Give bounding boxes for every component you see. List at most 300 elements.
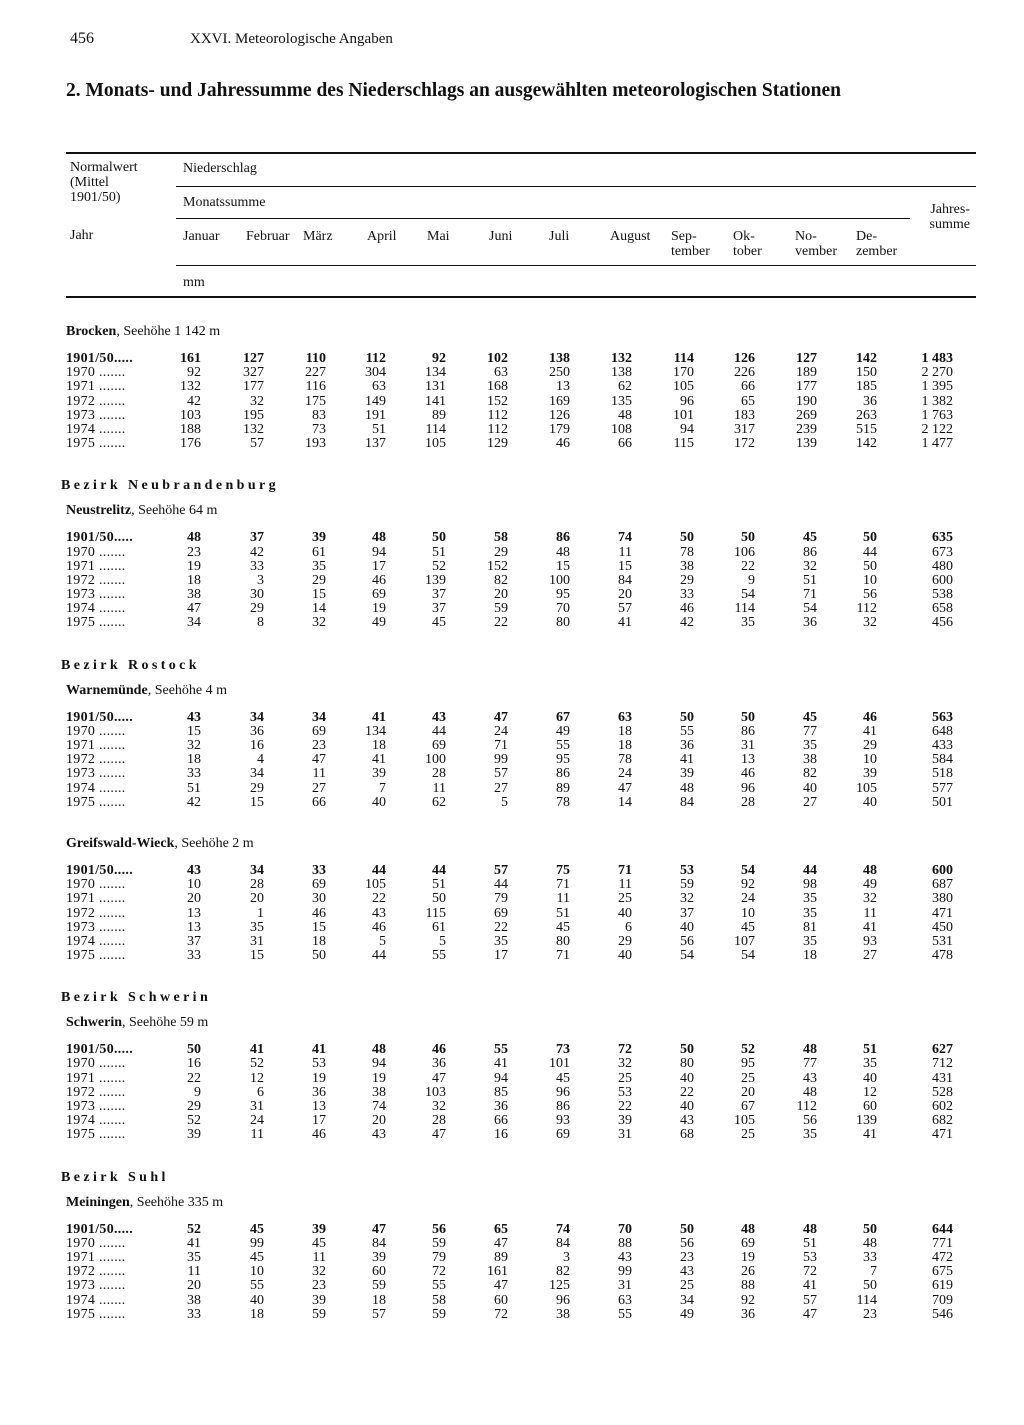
month-cell: 11 (556, 891, 570, 907)
month-cell: 54 (741, 948, 755, 964)
month-cell: 126 (734, 351, 755, 366)
month-cell: 59 (312, 1306, 326, 1322)
month-cell: 94 (372, 544, 386, 560)
month-cell: 14 (312, 601, 326, 617)
month-cell: 19 (372, 601, 386, 617)
month-cell: 40 (803, 780, 817, 796)
month-cell: 149 (365, 393, 386, 409)
month-cell: 250 (549, 365, 570, 381)
station-block (0, 320, 1024, 451)
month-cell: 78 (680, 544, 694, 560)
month-cell: 46 (741, 766, 755, 782)
month-cell: 22 (680, 1084, 694, 1100)
month-cell: 101 (549, 1056, 570, 1072)
station-name (0, 832, 1024, 858)
month-cell: 66 (741, 379, 755, 395)
month-cell: 23 (312, 1278, 326, 1294)
month-cell: 99 (250, 1235, 264, 1251)
month-cell: 38 (803, 752, 817, 768)
month-cell: 46 (312, 905, 326, 921)
month-cell: 42 (680, 615, 694, 631)
month-cell: 59 (494, 601, 508, 617)
month-cell: 20 (250, 891, 264, 907)
month-cell: 35 (803, 738, 817, 753)
month-cell: 84 (680, 794, 694, 810)
month-cell: 39 (680, 766, 694, 782)
month-cell: 9 (194, 1084, 201, 1100)
station-label: Greifswald-Wieck (66, 835, 175, 851)
month-cell: 16 (187, 1056, 201, 1072)
month-cell: 82 (556, 1264, 570, 1280)
row-label: 1971 ....... (66, 379, 126, 395)
month-cell: 63 (372, 379, 386, 395)
month-cell: 63 (618, 1292, 632, 1308)
month-cell: 96 (556, 1084, 570, 1100)
month-cell: 14 (618, 794, 632, 810)
month-cell: 132 (243, 421, 264, 437)
station-altitude: , Seehöhe 4 m (147, 682, 228, 698)
month-cell: 88 (741, 1278, 755, 1294)
month-cell: 112 (796, 1099, 817, 1114)
month-cell: 38 (372, 1084, 386, 1100)
month-cell: 195 (243, 407, 264, 423)
month-cell: 179 (549, 421, 570, 437)
month-cell: 17 (494, 948, 508, 964)
month-cell: 86 (741, 723, 755, 739)
month-cell: 77 (803, 723, 817, 739)
rule-niederschlag (176, 186, 976, 187)
row-label: 1975 ....... (66, 436, 126, 452)
month-cell: 152 (487, 558, 508, 574)
month-cell: 33 (187, 1306, 201, 1322)
annual-sum-cell: 673 (932, 544, 953, 560)
month-cell: 51 (556, 905, 570, 921)
month-cell: 18 (803, 948, 817, 964)
month-cell: 44 (372, 948, 386, 964)
table-row (0, 782, 1024, 796)
month-cell: 93 (863, 933, 877, 949)
month-cell: 50 (312, 948, 326, 964)
month-cell: 54 (741, 862, 755, 878)
row-label: 1974 ....... (66, 421, 126, 437)
month-cell: 38 (187, 1292, 201, 1308)
table-row (0, 1100, 1024, 1114)
annual-sum-cell: 528 (932, 1084, 953, 1100)
station-label: Schwerin (66, 1015, 122, 1031)
month-cell: 58 (494, 530, 508, 546)
month-cell: 78 (618, 752, 632, 768)
month-cell: 69 (312, 723, 326, 739)
month-cell: 32 (803, 558, 817, 574)
month-cell: 40 (680, 1099, 694, 1114)
month-cell: 112 (856, 601, 877, 617)
month-cell: 49 (863, 877, 877, 893)
annual-sum-cell: 709 (932, 1292, 953, 1308)
month-cell: 57 (372, 1306, 386, 1322)
month-cell: 41 (494, 1056, 508, 1072)
annual-sum-cell: 471 (932, 905, 953, 921)
month-cell: 67 (556, 709, 570, 725)
section-title: XXVI. Meteorologische Angaben (190, 31, 393, 47)
month-cell: 18 (618, 723, 632, 739)
table-row (0, 1072, 1024, 1086)
month-cell: 69 (432, 738, 446, 753)
month-cell: 12 (863, 1084, 877, 1100)
month-cell: 134 (365, 723, 386, 739)
month-cell: 105 (856, 780, 877, 796)
month-header (671, 229, 710, 259)
month-cell: 15 (618, 558, 632, 574)
month-cell: 46 (556, 436, 570, 452)
station-name (0, 1011, 1024, 1037)
month-cell: 74 (372, 1099, 386, 1114)
month-cell: 10 (187, 877, 201, 893)
month-cell: 108 (611, 421, 632, 437)
month-cell: 5 (501, 794, 508, 810)
month-cell: 43 (680, 1113, 694, 1129)
month-cell: 47 (372, 1221, 386, 1237)
month-cell: 41 (372, 752, 386, 768)
annual-sum-cell: 635 (932, 530, 953, 546)
month-cell: 96 (680, 393, 694, 409)
month-cell: 31 (618, 1278, 632, 1294)
month-cell: 18 (250, 1306, 264, 1322)
month-cell: 51 (863, 1042, 877, 1058)
month-header-line: vember (795, 244, 837, 259)
table-row (0, 1128, 1024, 1142)
month-cell: 15 (312, 587, 326, 603)
table-row (0, 1265, 1024, 1279)
month-cell: 327 (243, 365, 264, 381)
row-label: 1971 ....... (66, 1070, 126, 1086)
table-row (0, 753, 1024, 767)
table-row (0, 907, 1024, 921)
month-cell: 131 (425, 379, 446, 395)
month-cell: 185 (856, 379, 877, 395)
row-label: 1973 ....... (66, 766, 126, 782)
jahr-label: Jahr (70, 228, 94, 243)
table-row (0, 423, 1024, 437)
annual-sum-cell: 380 (932, 891, 953, 907)
month-cell: 226 (734, 365, 755, 381)
annual-sum-cell: 600 (932, 862, 953, 878)
month-cell: 10 (741, 905, 755, 921)
month-cell: 45 (432, 615, 446, 631)
month-cell: 48 (372, 530, 386, 546)
month-cell: 37 (250, 530, 264, 546)
month-cell: 47 (187, 601, 201, 617)
month-cell: 161 (180, 351, 201, 366)
table-row (0, 1251, 1024, 1265)
month-cell: 35 (803, 933, 817, 949)
month-cell: 115 (425, 905, 446, 921)
month-cell: 81 (803, 919, 817, 935)
month-cell: 25 (741, 1070, 755, 1086)
table-row (0, 767, 1024, 781)
month-cell: 35 (863, 1056, 877, 1072)
month-cell: 88 (618, 1235, 632, 1251)
month-cell: 9 (748, 572, 755, 588)
row-label: 1901/50..... (66, 1221, 133, 1237)
month-cell: 47 (312, 752, 326, 768)
month-cell: 39 (372, 766, 386, 782)
annual-sum-cell: 658 (932, 601, 953, 617)
month-cell: 13 (187, 919, 201, 935)
month-header (856, 229, 897, 259)
month-cell: 83 (312, 407, 326, 423)
month-cell: 80 (680, 1056, 694, 1072)
month-cell: 48 (680, 780, 694, 796)
month-cell: 150 (856, 365, 877, 381)
month-cell: 25 (741, 1127, 755, 1143)
month-header (549, 229, 569, 244)
month-cell: 112 (487, 407, 508, 423)
month-cell: 141 (425, 393, 446, 409)
month-cell: 41 (187, 1235, 201, 1251)
month-cell: 45 (803, 530, 817, 546)
month-cell: 51 (803, 572, 817, 588)
month-cell: 55 (250, 1278, 264, 1294)
month-cell: 116 (305, 379, 326, 395)
month-cell: 41 (372, 709, 386, 725)
month-cell: 35 (494, 933, 508, 949)
month-cell: 112 (487, 421, 508, 437)
month-cell: 45 (250, 1249, 264, 1265)
month-cell: 24 (618, 766, 632, 782)
month-cell: 59 (372, 1278, 386, 1294)
table-row (0, 1237, 1024, 1251)
row-label: 1970 ....... (66, 1056, 126, 1072)
station-name (0, 499, 1024, 525)
month-cell: 20 (494, 587, 508, 603)
row-label: 1973 ....... (66, 919, 126, 935)
month-cell: 40 (680, 1070, 694, 1086)
annual-sum-cell: 2 270 (921, 365, 953, 381)
annual-sum-cell: 675 (932, 1264, 953, 1280)
month-cell: 45 (312, 1235, 326, 1251)
month-header-line: Ok- (733, 229, 755, 244)
month-cell: 33 (312, 862, 326, 878)
month-cell: 515 (856, 421, 877, 437)
month-cell: 7 (870, 1264, 877, 1280)
month-cell: 70 (556, 601, 570, 617)
row-label: 1970 ....... (66, 544, 126, 560)
month-cell: 27 (803, 794, 817, 810)
annual-sum-cell: 712 (932, 1056, 953, 1072)
month-cell: 172 (734, 436, 755, 452)
month-cell: 105 (673, 379, 694, 395)
row-label: 1972 ....... (66, 752, 126, 768)
month-cell: 51 (372, 421, 386, 437)
month-cell: 20 (187, 891, 201, 907)
district-name: Bezirk Schwerin (61, 990, 212, 1006)
month-cell: 50 (680, 530, 694, 546)
month-cell: 41 (863, 919, 877, 935)
month-cell: 36 (863, 393, 877, 409)
month-cell: 48 (187, 530, 201, 546)
month-cell: 20 (741, 1084, 755, 1100)
month-cell: 18 (618, 738, 632, 753)
month-cell: 138 (611, 365, 632, 381)
month-cell: 129 (487, 436, 508, 452)
table-row (0, 395, 1024, 409)
month-cell: 176 (180, 436, 201, 452)
row-label: 1971 ....... (66, 738, 126, 753)
month-cell: 55 (680, 723, 694, 739)
month-cell: 62 (618, 379, 632, 395)
month-cell: 69 (494, 905, 508, 921)
table-row (0, 602, 1024, 616)
month-cell: 60 (494, 1292, 508, 1308)
month-cell: 36 (312, 1084, 326, 1100)
month-cell: 27 (312, 780, 326, 796)
month-cell: 18 (312, 933, 326, 949)
month-cell: 48 (803, 1221, 817, 1237)
month-cell: 7 (379, 780, 386, 796)
month-cell: 170 (673, 365, 694, 381)
month-cell: 35 (803, 891, 817, 907)
month-cell: 10 (250, 1264, 264, 1280)
month-cell: 86 (556, 766, 570, 782)
month-cell: 69 (312, 877, 326, 893)
month-cell: 114 (425, 421, 446, 437)
month-cell: 15 (312, 919, 326, 935)
table-row (0, 711, 1024, 725)
month-cell: 31 (250, 933, 264, 949)
month-cell: 58 (432, 1292, 446, 1308)
annual-sum-cell: 1 483 (921, 351, 953, 366)
month-cell: 84 (618, 572, 632, 588)
month-cell: 41 (803, 1278, 817, 1294)
month-cell: 15 (556, 558, 570, 574)
row-label: 1901/50..... (66, 351, 133, 366)
month-cell: 13 (187, 905, 201, 921)
month-cell: 239 (796, 421, 817, 437)
row-label: 1901/50..... (66, 709, 133, 725)
month-cell: 29 (618, 933, 632, 949)
month-cell: 50 (432, 530, 446, 546)
month-cell: 48 (803, 1042, 817, 1058)
month-cell: 44 (863, 544, 877, 560)
month-header (610, 229, 650, 244)
month-cell: 135 (611, 393, 632, 409)
month-cell: 50 (741, 709, 755, 725)
month-cell: 53 (803, 1249, 817, 1265)
month-cell: 138 (549, 351, 570, 366)
row-label: 1970 ....... (66, 877, 126, 893)
month-header (489, 229, 512, 244)
month-cell: 44 (803, 862, 817, 878)
month-cell: 23 (312, 738, 326, 753)
month-cell: 12 (250, 1070, 264, 1086)
month-cell: 11 (863, 905, 877, 921)
month-header-line: Mai (427, 229, 450, 244)
month-cell: 59 (680, 877, 694, 893)
month-cell: 43 (372, 905, 386, 921)
month-cell: 39 (312, 530, 326, 546)
row-label: 1975 ....... (66, 794, 126, 810)
table-row (0, 380, 1024, 394)
month-cell: 74 (618, 530, 632, 546)
annual-sum-cell: 478 (932, 948, 953, 964)
month-cell: 44 (372, 862, 386, 878)
table-row (0, 352, 1024, 366)
month-header (303, 229, 333, 244)
month-cell: 78 (556, 794, 570, 810)
month-cell: 24 (741, 891, 755, 907)
table-row (0, 560, 1024, 574)
month-header-line: April (367, 229, 397, 244)
month-cell: 188 (180, 421, 201, 437)
month-cell: 55 (556, 738, 570, 753)
month-cell: 60 (863, 1099, 877, 1114)
month-cell: 50 (863, 1221, 877, 1237)
row-label: 1972 ....... (66, 905, 126, 921)
month-cell: 142 (856, 351, 877, 366)
month-cell: 45 (556, 919, 570, 935)
row-label: 1974 ....... (66, 601, 126, 617)
month-cell: 71 (618, 862, 632, 878)
month-cell: 40 (863, 794, 877, 810)
rule-bottom (66, 296, 976, 298)
annual-sum-cell: 471 (932, 1127, 953, 1143)
row-label: 1901/50..... (66, 862, 133, 878)
month-cell: 31 (250, 1099, 264, 1114)
row-label: 1971 ....... (66, 891, 126, 907)
normalwert-line-2: (Mittel (70, 175, 109, 190)
month-cell: 80 (556, 933, 570, 949)
page-number: 456 (70, 30, 94, 47)
month-cell: 84 (556, 1235, 570, 1251)
month-cell: 10 (863, 572, 877, 588)
month-cell: 38 (680, 558, 694, 574)
month-cell: 32 (187, 738, 201, 753)
month-cell: 51 (432, 877, 446, 893)
district-name: Bezirk Suhl (61, 1169, 169, 1185)
station-altitude: , Seehöhe 59 m (122, 1015, 209, 1031)
row-label: 1975 ....... (66, 1306, 126, 1322)
month-cell: 19 (372, 1070, 386, 1086)
table-row (0, 1057, 1024, 1071)
month-cell: 11 (250, 1127, 264, 1143)
month-cell: 54 (803, 601, 817, 617)
table-row (0, 1114, 1024, 1128)
month-cell: 11 (187, 1264, 201, 1280)
month-cell: 46 (312, 1127, 326, 1143)
month-cell: 227 (305, 365, 326, 381)
month-cell: 36 (803, 615, 817, 631)
month-cell: 41 (250, 1042, 264, 1058)
month-cell: 22 (494, 615, 508, 631)
month-cell: 269 (796, 407, 817, 423)
table-row (0, 796, 1024, 810)
row-label: 1975 ....... (66, 615, 126, 631)
table-row (0, 878, 1024, 892)
table-title: 2. Monats- und Jahressumme des Niederschlags an ausgewählten meteorologischen Stationen (66, 80, 841, 101)
row-label: 1972 ....... (66, 393, 126, 409)
table-row (0, 1043, 1024, 1057)
month-cell: 26 (741, 1264, 755, 1280)
row-label: 1972 ....... (66, 1084, 126, 1100)
month-cell: 38 (556, 1306, 570, 1322)
month-cell: 16 (250, 738, 264, 753)
month-cell: 18 (187, 572, 201, 588)
month-cell: 32 (863, 891, 877, 907)
month-cell: 53 (680, 862, 694, 878)
month-cell: 25 (618, 891, 632, 907)
month-cell: 51 (432, 544, 446, 560)
month-cell: 66 (494, 1113, 508, 1129)
